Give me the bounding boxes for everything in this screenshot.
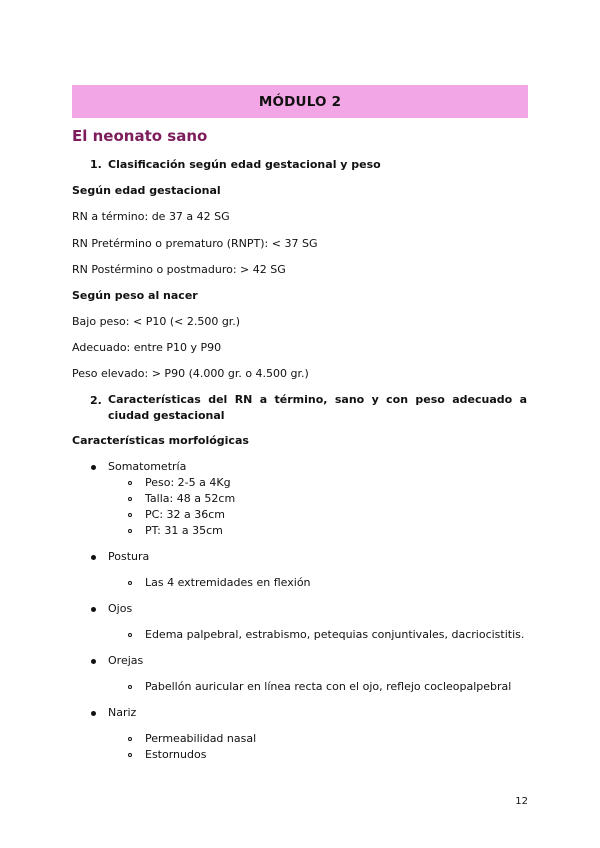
peso-line: Adecuado: entre P10 y P90 [72,341,222,354]
circle-bullet-icon [128,497,132,501]
sub-item: Peso: 2-5 a 4Kg [145,476,231,489]
circle-bullet-icon [128,581,132,585]
circle-bullet-icon [128,481,132,485]
bullet-icon [91,659,96,664]
page-number: 12 [515,796,528,807]
sub-item: Permeabilidad nasal [145,732,257,745]
module-banner [72,85,528,118]
circle-bullet-icon [128,513,132,517]
item2-number: 2. [90,394,102,407]
bullet-icon [91,555,96,560]
circle-bullet-icon [128,753,132,757]
peso-line: Peso elevado: > P90 (4.000 gr. o 4.500 gr.) [72,367,309,380]
peso-line: Bajo peso: < P10 (< 2.500 gr.) [72,315,241,328]
circle-bullet-icon [128,529,132,533]
sub-item: Edema palpebral, estrabismo, petequias conjuntivales, dacriocistitis. [145,628,525,641]
bullet-label: Nariz [108,706,137,719]
bullet-label: Somatometría [108,460,187,473]
edad-line: RN a término: de 37 a 42 SG [72,210,230,223]
sub-item: Talla: 48 a 52cm [145,492,236,505]
peso-heading: Según peso al nacer [72,289,198,302]
edad-line: RN Pretérmino o prematuro (RNPT): < 37 SG [72,237,318,250]
bullet-label: Postura [108,550,150,563]
sub-item: Pabellón auricular en línea recta con el ojo, reflejo cocleopalpebral [145,680,512,693]
circle-bullet-icon [128,685,132,689]
sub-item: PC: 32 a 36cm [145,508,226,521]
circle-bullet-icon [128,633,132,637]
edad-line: RN Postérmino o postmaduro: > 42 SG [72,263,286,276]
edad-heading: Según edad gestacional [72,184,221,197]
item1-text: Clasificación según edad gestacional y peso [108,158,381,171]
section-title: El neonato sano [72,127,208,145]
bullet-icon [91,465,96,470]
circle-bullet-icon [128,737,132,741]
sub-item: Las 4 extremidades en flexión [145,576,311,589]
sub-item: PT: 31 a 35cm [145,524,223,537]
item1-number: 1. [90,158,102,171]
bullet-icon [91,607,96,612]
sub-item: Estornudos [145,748,207,761]
bullet-label: Orejas [108,654,144,667]
item2-text: Características del RN a término, sano y con peso adecuado a ciudad gestacional [108,393,527,422]
bullet-label: Ojos [108,602,133,615]
module-title: MÓDULO 2 [258,93,342,110]
bullet-icon [91,711,96,716]
morfo-heading: Características morfológicas [72,434,249,447]
